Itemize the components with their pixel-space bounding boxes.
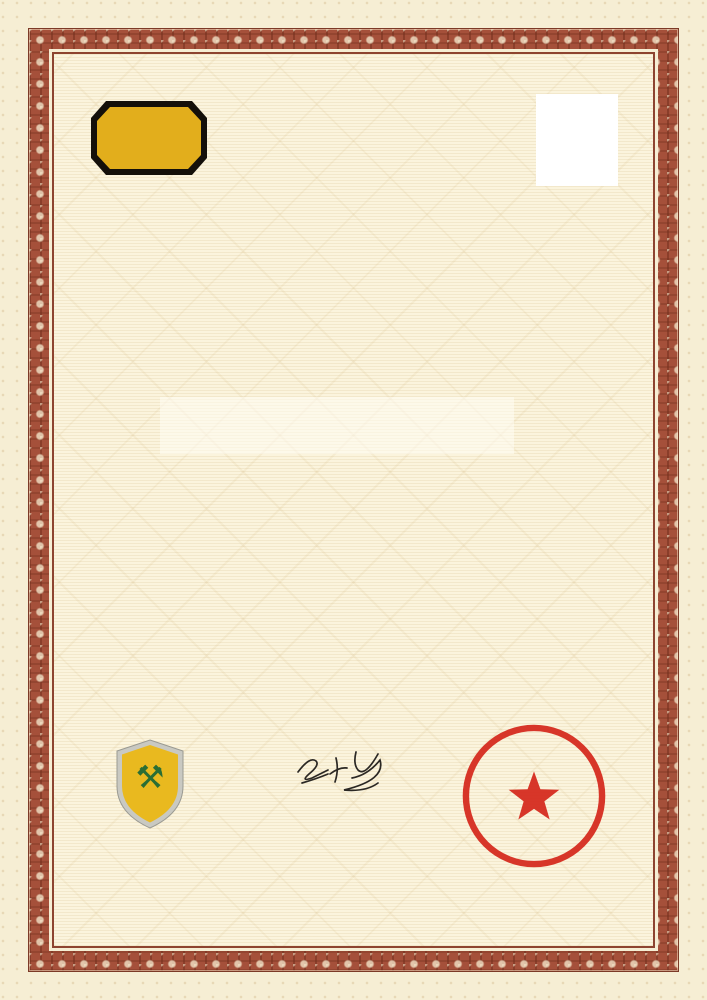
cmac-shield-icon xyxy=(112,738,188,830)
official-red-seal xyxy=(460,722,608,870)
ka-mark-icon xyxy=(88,98,210,178)
value-highlight-patch xyxy=(160,397,514,454)
svg-text:⚒: ⚒ xyxy=(135,759,165,795)
qr-code xyxy=(536,94,618,186)
signature-handwriting xyxy=(290,738,395,801)
seal-star xyxy=(509,771,560,819)
